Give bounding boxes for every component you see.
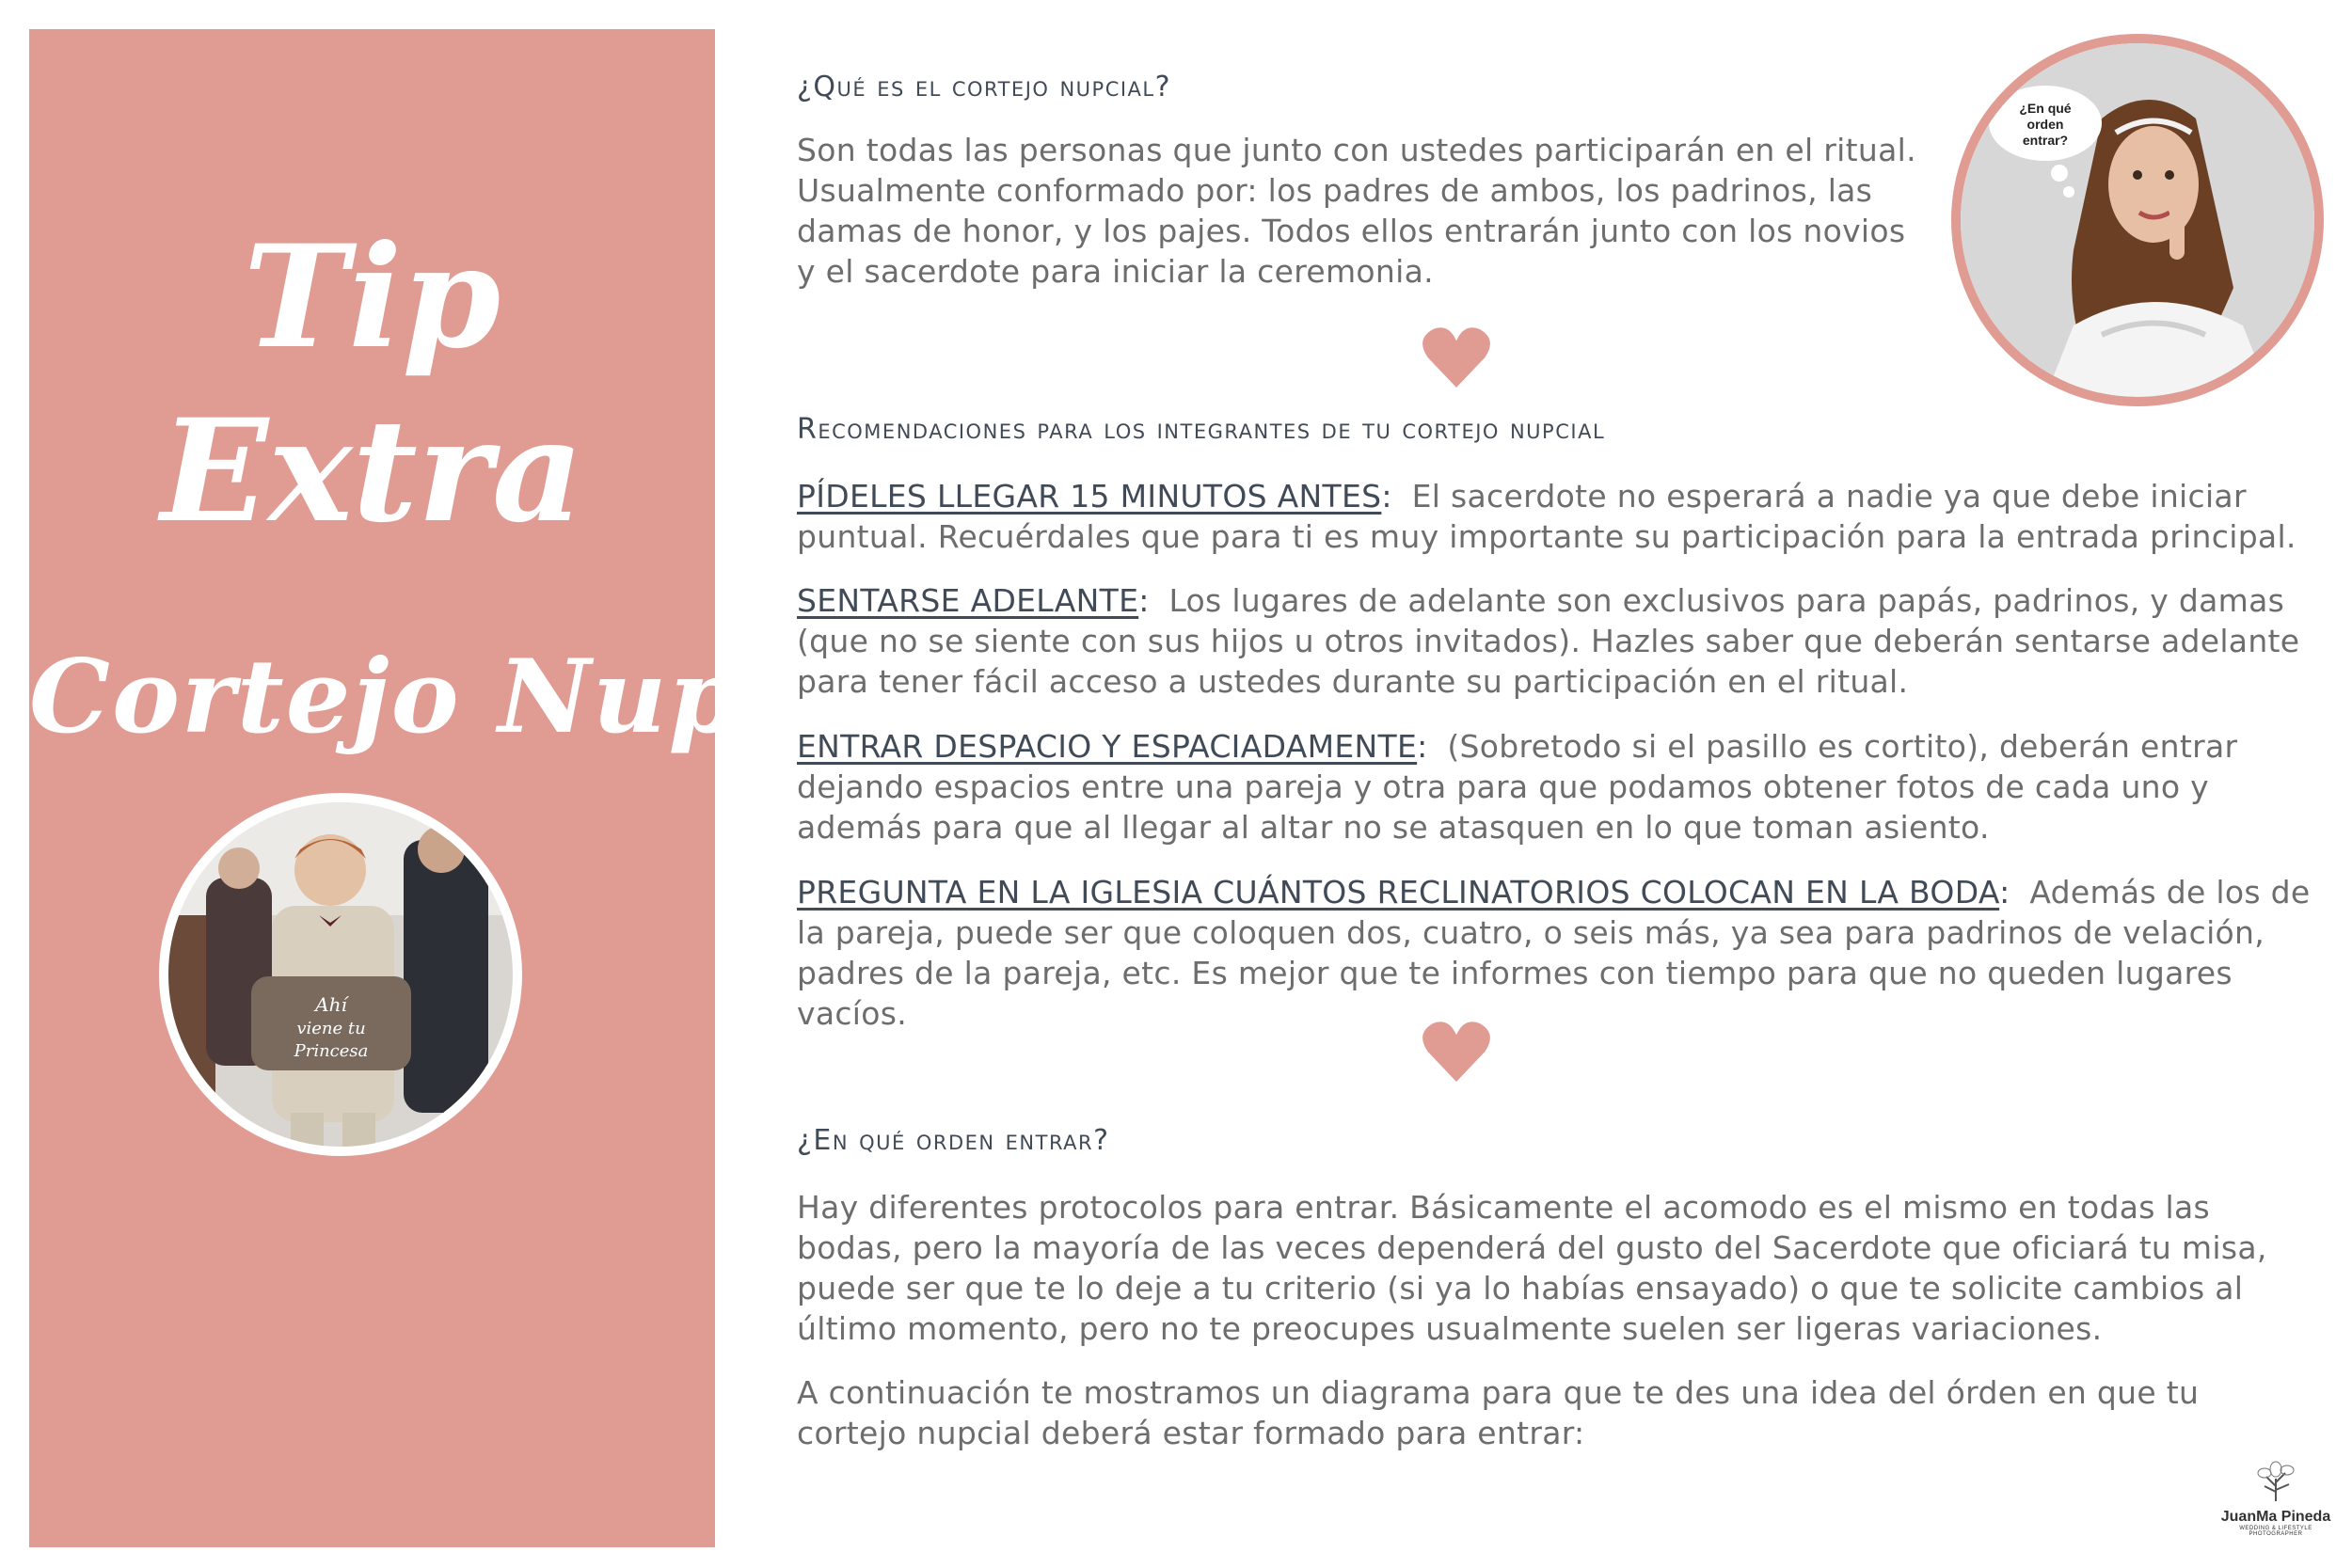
recommendation-label: ENTRAR DESPACIO Y ESPACIADAMENTE [797,728,1418,765]
recommendation-label: SENTARSE ADELANTE [797,582,1139,619]
section-body-what-is: Son todas las personas que junto con ustedes participarán en el ritual. Usualmente conformado por: los padres de ambos, los padrinos, las damas de honor, y los pajes. Todos ellos entrarán junto con los novios y el sacerdote para iniciar la ceremonia. [797,132,1916,290]
recommendation-text: El sacerdote no esperará a nadie ya que debe iniciar puntual. Recuérdales que para ti es muy importante su participación para la entrada principal. [797,478,2296,555]
section-heading-order: ¿En qué orden entrar? [797,1124,1110,1157]
logo-name: JuanMa Pineda [2220,1509,2331,1525]
recommendation-item: PÍDELES LLEGAR 15 MINUTOS ANTES: El sacerdote no esperará a nadie ya que debe iniciar puntual. Recuérdales que para ti es muy importante su participación para la entrada principal. [797,478,2296,555]
logo-tagline: WEDDING & LIFESTYLE PHOTOGRAPHER [2239,1526,2312,1537]
recommendation-item: PREGUNTA EN LA IGLESIA CUÁNTOS RECLINATORIOS COLOCAN EN LA BODA: Además de los de la pareja, puede ser que coloquen dos, cuatro, o seis más, ya sea para padrinos de velación, padres de la pareja, etc. Es mejor que te informes con tiempo para que no queden lugares vacíos. [797,874,2311,1032]
recommendation-label: PREGUNTA EN LA IGLESIA CUÁNTOS RECLINATORIOS COLOCAN EN LA BODA [797,874,2000,911]
tree-logo-icon [2248,1460,2304,1503]
svg-text:Ahí: Ahí [315,993,347,1016]
bride-photo [1951,34,2324,406]
section-body-order: Hay diferentes protocolos para entrar. Básicamente el acomodo es el mismo en todas las bodas, pero la mayoría de las veces dependerá del gusto del Sacerdote que oficiará tu misa, puede ser que te lo deje a tu criterio (si ya lo habías ensayado) o que te solicite cambios al último momento, pero no te preocupes usualmente suelen ser ligeras variaciones. [797,1189,2267,1347]
heart-divider-icon [1419,320,1494,395]
recommendation-item: ENTRAR DESPACIO Y ESPACIADAMENTE: (Sobretodo si el pasillo es cortito), deberán entrar dejando espacios entre una pareja y otra para que podamos obtener fotos de cada uno y además para que al llegar al altar no se atasquen en lo que toman asiento. [797,728,2238,846]
sidebar-subtitle: Cortejo Nupcial [29,638,954,756]
heart-divider-icon [1419,1014,1494,1089]
section-body-diagram-intro: A continuación te mostramos un diagrama para que te des una idea del órden en que tu cortejo nupcial deberá estar formado para entrar: [797,1374,2200,1451]
ring-bearer-photo [159,793,522,1156]
svg-text:entrar?: entrar? [2022,133,2069,148]
svg-text:viene tu: viene tu [296,1019,366,1038]
recommendation-text: (Sobretodo si el pasillo es cortito), deberán entrar dejando espacios entre una pareja y otra para que podamos obtener fotos de cada uno y además para que al llegar al altar no se atasquen en lo que toman asiento. [797,728,2238,846]
recommendation-text: Además de los de la pareja, puede ser que coloquen dos, cuatro, o seis más, ya sea para padrinos de velación, padres de la pareja, etc. Es mejor que te informes con tiempo para que no queden lugares vacíos. [797,874,2311,1032]
section-heading-what-is: ¿Qué es el cortejo nupcial? [797,71,1172,103]
recommendation-text: Los lugares de adelante son exclusivos para papás, padrinos, y damas (que no se siente con sus hijos u otros invitados). Hazles saber que deberán sentarse adelante para tener fácil acceso a ustedes durante su participación en el ritual. [797,582,2300,700]
sidebar-title-tip: Tip [243,214,501,380]
section-heading-recommendations: Recomendaciones para los integrantes de tu cortejo nupcial [797,413,1606,446]
svg-text:Princesa: Princesa [294,1041,369,1061]
recommendation-item: SENTARSE ADELANTE: Los lugares de adelante son exclusivos para papás, padrinos, y damas (que no se siente con sus hijos u otros invitados). Hazles saber que deberán sentarse adelante para tener fácil acceso a ustedes durante su participación en el ritual. [797,582,2300,700]
sidebar-title-extra: Extra [160,388,584,554]
recommendation-label: PÍDELES LLEGAR 15 MINUTOS ANTES [797,478,1382,515]
photographer-logo [2217,1460,2335,1543]
svg-text:orden: orden [2026,117,2064,132]
svg-text:¿En qué: ¿En qué [2019,101,2072,116]
